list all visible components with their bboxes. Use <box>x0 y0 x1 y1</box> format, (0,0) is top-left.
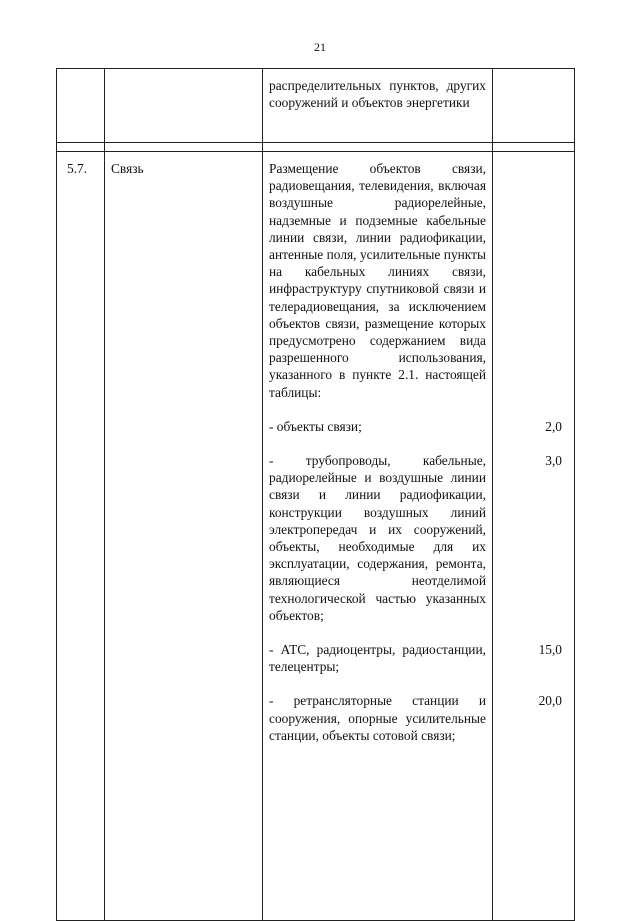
list-item-value: 15,0 <box>538 642 562 658</box>
description-intro: Размещение объектов связи, радиовещания, телевидения, включая воздушные радиорелейные, надземные и подземные кабельные линии связи, линии радиофикации, антенные поля, усилительные пункты на кабельных линиях связи, инфраструктуру спутниковой связи и телерадиовещания, за исключением объектов связи, размещение которых предусмотрено содержанием вида разрешенного использования, указанного в пункте 2.1. настоящей таблицы: <box>269 161 486 400</box>
cell-description <box>263 152 562 921</box>
cell-number: 5.7. <box>57 152 105 921</box>
list-item-text: - объекты связи; <box>269 418 362 434</box>
cell-name: Связь <box>105 152 263 921</box>
page-number: 21 <box>314 40 326 54</box>
continuation-text: распределительных пунктов, других сооружений и объектов энергетики <box>269 78 486 111</box>
table-row-gap <box>57 143 575 152</box>
cell-value <box>493 152 575 921</box>
list-item <box>269 692 562 744</box>
list-item <box>269 452 562 624</box>
cell-name-empty <box>105 69 263 143</box>
list-item-value: 3,0 <box>545 453 562 469</box>
list-item <box>269 418 562 435</box>
list-item-value: 2,0 <box>545 418 562 434</box>
list-item-value: 20,0 <box>538 693 562 709</box>
table-row-continuation <box>57 69 575 143</box>
list-item <box>269 641 562 675</box>
table-row-5-7 <box>57 152 575 921</box>
list-item-text: - трубопроводы, кабельные, радиорелейные и воздушные линии связи и линии радиофикации, конструкции воздушных линий электропередач и их сооружений, объекты, необходимые для их эксплуатации, содержания, ремонта, являющиеся неотделимой технологической частью указанных объектов; <box>269 453 486 623</box>
list-item-text: - АТС, радиоцентры, радиостанции, телецентры; <box>269 642 486 675</box>
cell-number-empty <box>57 69 105 143</box>
land-use-table <box>56 68 575 921</box>
list-item-text: - ретрансляторные станции и сооружения, опорные усилительные станции, объекты сотовой связи; <box>269 693 486 743</box>
cell-value-empty <box>493 69 575 143</box>
cell-description-continuation <box>263 69 493 143</box>
